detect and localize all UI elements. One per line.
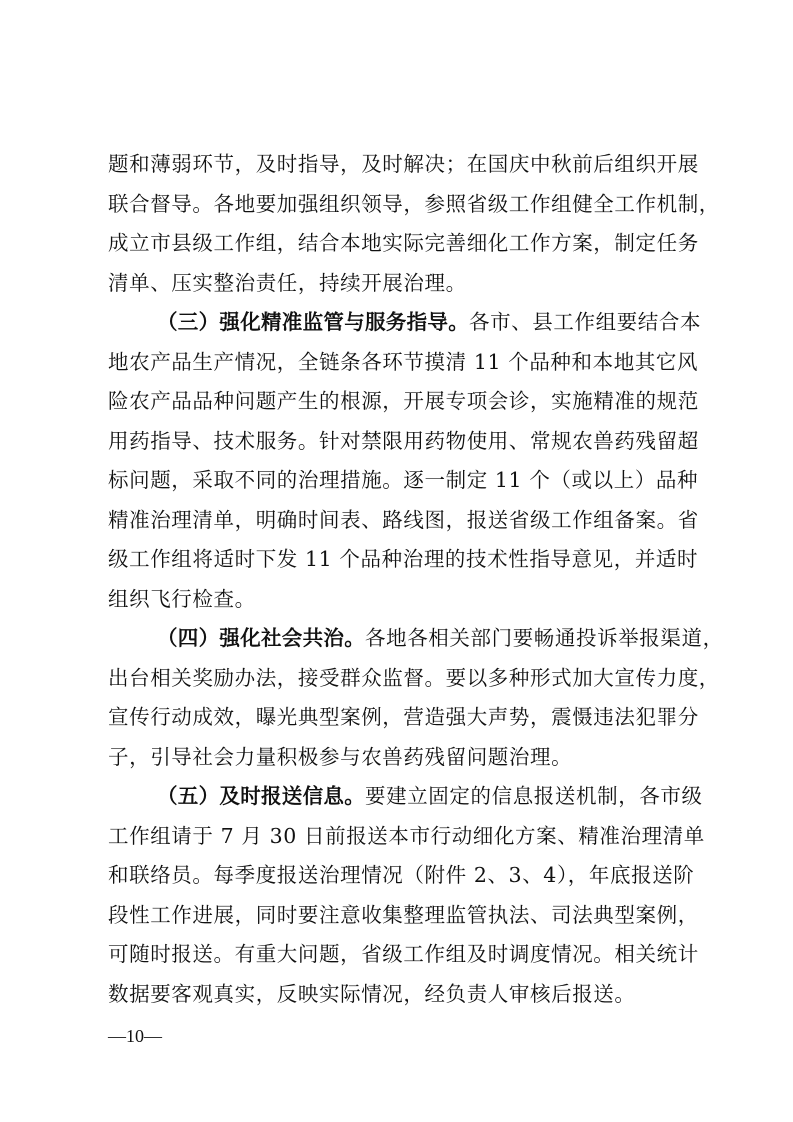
text-line: 精准治理清单，明确时间表、路线图，报送省级工作组备案。省 — [108, 507, 699, 532]
text-run: 各地各相关部门要畅通投诉举报渠道， — [365, 626, 724, 650]
text-run: 要建立固定的信息报送机制，各市级 — [365, 784, 703, 808]
text-line: 险农产品品种问题产生的根源，开展专项会诊，实施精准的规范 — [108, 389, 699, 413]
text-line: 和联络员。每季度报送治理情况（附件 2、3、4），年底报送阶 — [108, 863, 695, 887]
paragraph-1 — [108, 145, 720, 303]
text-line: 清单、压实整治责任，持续开展治理。 — [108, 270, 467, 295]
paragraph-first-line — [108, 777, 703, 817]
text-line: 地农产品生产情况，全链条各环节摸清 11 个品种和本地其它风 — [108, 349, 699, 374]
text-line: 标问题，采取不同的治理措施。逐一制定 11 个（或以上）品种 — [108, 468, 699, 492]
text-line: 段性工作进展，同时要注意收集整理监管执法、司法典型案例， — [108, 902, 699, 927]
page-number: —10— — [108, 1026, 162, 1046]
section-heading: （四）强化社会共治。 — [157, 626, 365, 650]
paragraph-first-line — [108, 619, 724, 659]
text-line: 工作组请于 7 月 30 日前报送本市行动细化方案、精准治理清单 — [108, 823, 705, 848]
text-line: 级工作组将适时下发 11 个品种治理的技术性指导意见，并适时 — [108, 547, 699, 571]
text-line: 子，引导社会力量积极参与农兽药残留问题治理。 — [108, 744, 573, 769]
section-heading: （五）及时报送信息。 — [157, 784, 365, 808]
text-line: 成立市县级工作组，结合本地实际完善细化工作方案，制定任务 — [108, 231, 699, 255]
paragraph-2 — [108, 303, 702, 619]
section-heading: （三）强化精准监管与服务指导。 — [157, 310, 469, 334]
paragraph-3 — [108, 619, 724, 777]
text-line: 数据要客观真实，反映实际情况，经负责人审核后报送。 — [108, 981, 636, 1006]
text-line: 出台相关奖励办法，接受群众监督。要以多种形式加大宣传力度， — [108, 665, 720, 690]
text-line: 联合督导。各地要加强组织领导，参照省级工作组健全工作机制， — [108, 191, 720, 216]
paragraph-4 — [108, 777, 705, 1014]
text-line: 宣传行动成效，曝光典型案例，营造强大声势，震慑违法犯罪分 — [108, 705, 699, 729]
paragraph-first-line — [108, 303, 702, 343]
text-line: 可随时报送。有重大问题，省级工作组及时调度情况。相关统计 — [108, 942, 699, 966]
text-run: 各市、县工作组要结合本 — [469, 310, 702, 334]
text-line: 用药指导、技术服务。针对禁限用药物使用、常规农兽药残留超 — [108, 428, 699, 453]
text-line: 题和薄弱环节，及时指导，及时解决；在国庆中秋前后组织开展 — [108, 152, 699, 176]
document-body — [108, 145, 724, 1014]
text-line: 组织飞行检查。 — [108, 586, 256, 611]
